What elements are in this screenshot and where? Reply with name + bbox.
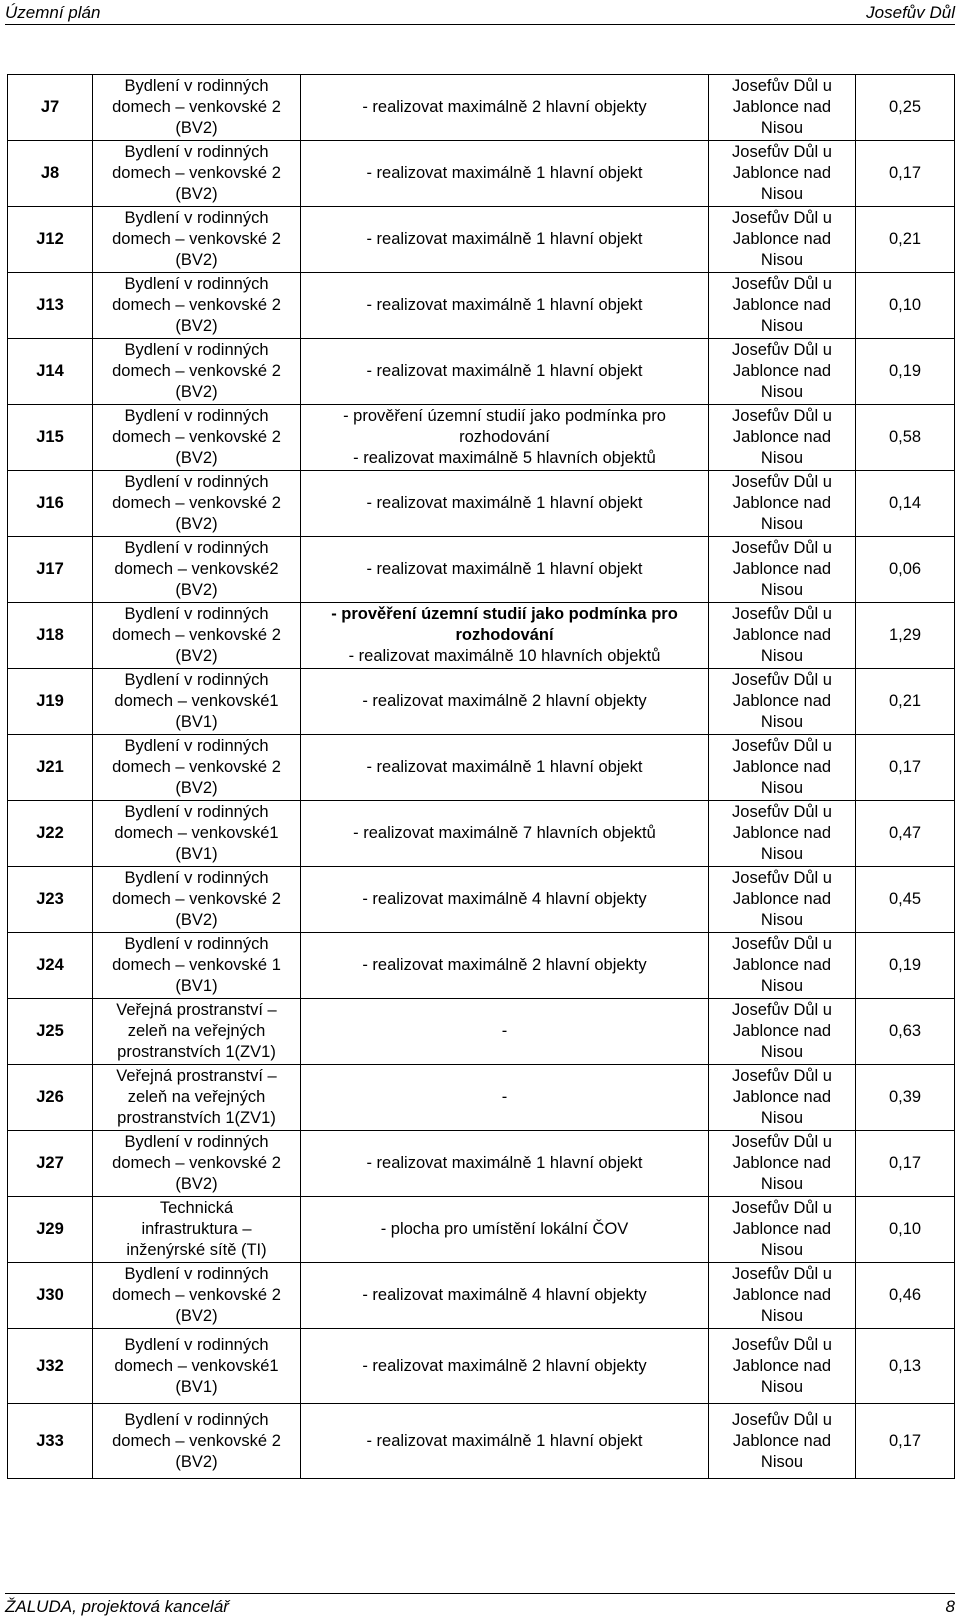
area-conditions: - realizovat maximálně 7 hlavních objektů: [301, 801, 709, 867]
area-use: Bydlení v rodinných domech – venkovské 2 (BV2): [93, 867, 301, 933]
area-cadastral: Josefův Důl u Jablonce nad Nisou: [709, 1329, 856, 1404]
area-id: J21: [8, 735, 93, 801]
area-use: Bydlení v rodinných domech – venkovské 1 (BV1): [93, 933, 301, 999]
area-size: 0,14: [856, 471, 955, 537]
area-use: Bydlení v rodinných domech – venkovské 2 (BV2): [93, 207, 301, 273]
area-size: 0,17: [856, 735, 955, 801]
area-conditions: - realizovat maximálně 4 hlavní objekty: [301, 1263, 709, 1329]
table-row: [8, 801, 955, 867]
area-conditions-normal: - realizovat maximálně 10 hlavních objektů: [348, 647, 661, 665]
table-row: [8, 933, 955, 999]
area-size: 0,21: [856, 669, 955, 735]
area-cadastral: Josefův Důl u Jablonce nad Nisou: [709, 471, 856, 537]
area-cadastral: Josefův Důl u Jablonce nad Nisou: [709, 933, 856, 999]
area-id: J13: [8, 273, 93, 339]
area-id: J8: [8, 141, 93, 207]
area-id: J16: [8, 471, 93, 537]
area-size: 0,06: [856, 537, 955, 603]
area-use: Bydlení v rodinných domech – venkovské 2 (BV2): [93, 75, 301, 141]
table-row: [8, 867, 955, 933]
area-use: Bydlení v rodinných domech – venkovské 2 (BV2): [93, 141, 301, 207]
area-use: Bydlení v rodinných domech – venkovské1 (BV1): [93, 801, 301, 867]
area-cadastral: Josefův Důl u Jablonce nad Nisou: [709, 207, 856, 273]
area-size: 0,10: [856, 273, 955, 339]
area-conditions: - realizovat maximálně 2 hlavní objekty: [301, 75, 709, 141]
area-use: Bydlení v rodinných domech – venkovské 2 (BV2): [93, 1263, 301, 1329]
area-size: 0,13: [856, 1329, 955, 1404]
area-cadastral: Josefův Důl u Jablonce nad Nisou: [709, 1197, 856, 1263]
area-cadastral: Josefův Důl u Jablonce nad Nisou: [709, 867, 856, 933]
area-use: Bydlení v rodinných domech – venkovské 2 (BV2): [93, 471, 301, 537]
table-row: [8, 207, 955, 273]
area-id: J7: [8, 75, 93, 141]
area-cadastral: Josefův Důl u Jablonce nad Nisou: [709, 339, 856, 405]
area-conditions: - realizovat maximálně 1 hlavní objekt: [301, 735, 709, 801]
area-conditions: - realizovat maximálně 1 hlavní objekt: [301, 207, 709, 273]
area-conditions: - realizovat maximálně 1 hlavní objekt: [301, 537, 709, 603]
area-use: Bydlení v rodinných domech – venkovské 2 (BV2): [93, 603, 301, 669]
area-id: J19: [8, 669, 93, 735]
area-cadastral: Josefův Důl u Jablonce nad Nisou: [709, 141, 856, 207]
area-conditions: -: [301, 1065, 709, 1131]
area-conditions: - realizovat maximálně 4 hlavní objekty: [301, 867, 709, 933]
areas-table-body: [8, 75, 955, 1479]
area-cadastral: Josefův Důl u Jablonce nad Nisou: [709, 1065, 856, 1131]
area-cadastral: Josefův Důl u Jablonce nad Nisou: [709, 603, 856, 669]
area-conditions: - realizovat maximálně 1 hlavní objekt: [301, 339, 709, 405]
area-conditions: - realizovat maximálně 1 hlavní objekt: [301, 1131, 709, 1197]
table-row: [8, 537, 955, 603]
table-row: [8, 1263, 955, 1329]
area-size: 0,19: [856, 339, 955, 405]
area-conditions: - prověření územní studií jako podmínka pro rozhodování - realizovat maximálně 5 hlavních objektů: [301, 405, 709, 471]
area-cadastral: Josefův Důl u Jablonce nad Nisou: [709, 801, 856, 867]
area-size: 0,21: [856, 207, 955, 273]
area-use: Bydlení v rodinných domech – venkovské1 (BV1): [93, 669, 301, 735]
area-size: 0,63: [856, 999, 955, 1065]
area-cadastral: Josefův Důl u Jablonce nad Nisou: [709, 669, 856, 735]
area-conditions: -: [301, 999, 709, 1065]
page-header: [5, 3, 955, 25]
area-id: J25: [8, 999, 93, 1065]
area-use: Bydlení v rodinných domech – venkovské 2 (BV2): [93, 735, 301, 801]
area-size: 0,58: [856, 405, 955, 471]
area-conditions: [301, 603, 709, 669]
table-row: [8, 1197, 955, 1263]
area-use: Bydlení v rodinných domech – venkovské 2 (BV2): [93, 273, 301, 339]
area-size: 1,29: [856, 603, 955, 669]
header-municipality: Josefův Důl: [866, 3, 955, 22]
header-title: Územní plán: [5, 3, 101, 22]
footer-company: ŽALUDA, projektová kancelář: [5, 1597, 229, 1616]
area-conditions: - plocha pro umístění lokální ČOV: [301, 1197, 709, 1263]
area-conditions: - realizovat maximálně 2 hlavní objekty: [301, 669, 709, 735]
area-cadastral: Josefův Důl u Jablonce nad Nisou: [709, 75, 856, 141]
area-use: Bydlení v rodinných domech – venkovské1 (BV1): [93, 1329, 301, 1404]
area-id: J23: [8, 867, 93, 933]
table-row: [8, 75, 955, 141]
area-use: Bydlení v rodinných domech – venkovské 2 (BV2): [93, 1404, 301, 1479]
area-id: J15: [8, 405, 93, 471]
area-use: Bydlení v rodinných domech – venkovské 2 (BV2): [93, 1131, 301, 1197]
area-size: 0,19: [856, 933, 955, 999]
areas-table: [7, 74, 955, 1479]
area-cadastral: Josefův Důl u Jablonce nad Nisou: [709, 405, 856, 471]
area-cadastral: Josefův Důl u Jablonce nad Nisou: [709, 735, 856, 801]
area-cadastral: Josefův Důl u Jablonce nad Nisou: [709, 1263, 856, 1329]
page-number: 8: [945, 1597, 955, 1616]
area-use: Bydlení v rodinných domech – venkovské2 (BV2): [93, 537, 301, 603]
area-conditions: - realizovat maximálně 1 hlavní objekt: [301, 141, 709, 207]
table-row: [8, 1131, 955, 1197]
table-row: [8, 141, 955, 207]
area-conditions: - realizovat maximálně 2 hlavní objekty: [301, 933, 709, 999]
area-size: 0,25: [856, 75, 955, 141]
area-size: 0,45: [856, 867, 955, 933]
table-row: [8, 471, 955, 537]
area-size: 0,46: [856, 1263, 955, 1329]
area-id: J29: [8, 1197, 93, 1263]
area-id: J18: [8, 603, 93, 669]
area-cadastral: Josefův Důl u Jablonce nad Nisou: [709, 273, 856, 339]
area-conditions-bold: - prověření územní studií jako podmínka pro rozhodování: [331, 605, 678, 644]
table-row: [8, 1065, 955, 1131]
header-divider: [5, 24, 955, 25]
area-id: J24: [8, 933, 93, 999]
area-conditions: - realizovat maximálně 2 hlavní objekty: [301, 1329, 709, 1404]
area-conditions: - realizovat maximálně 1 hlavní objekt: [301, 471, 709, 537]
area-id: J17: [8, 537, 93, 603]
area-id: J22: [8, 801, 93, 867]
area-conditions: - realizovat maximálně 1 hlavní objekt: [301, 273, 709, 339]
table-row: [8, 735, 955, 801]
table-row: [8, 405, 955, 471]
table-row: [8, 1404, 955, 1479]
area-use: Technická infrastruktura – inženýrské sítě (TI): [93, 1197, 301, 1263]
area-id: J27: [8, 1131, 93, 1197]
area-use: Veřejná prostranství – zeleň na veřejných prostranstvích 1(ZV1): [93, 1065, 301, 1131]
area-cadastral: Josefův Důl u Jablonce nad Nisou: [709, 1404, 856, 1479]
area-size: 0,17: [856, 1404, 955, 1479]
area-size: 0,17: [856, 1131, 955, 1197]
area-conditions: - realizovat maximálně 1 hlavní objekt: [301, 1404, 709, 1479]
area-id: J32: [8, 1329, 93, 1404]
area-cadastral: Josefův Důl u Jablonce nad Nisou: [709, 537, 856, 603]
area-use: Bydlení v rodinných domech – venkovské 2 (BV2): [93, 339, 301, 405]
table-row: [8, 669, 955, 735]
area-size: 0,17: [856, 141, 955, 207]
table-row: [8, 273, 955, 339]
table-row: [8, 339, 955, 405]
table-row: [8, 1329, 955, 1404]
area-size: 0,47: [856, 801, 955, 867]
area-size: 0,39: [856, 1065, 955, 1131]
footer-divider: [5, 1593, 955, 1594]
area-id: J33: [8, 1404, 93, 1479]
area-use: Bydlení v rodinných domech – venkovské 2 (BV2): [93, 405, 301, 471]
table-row: [8, 999, 955, 1065]
area-id: J12: [8, 207, 93, 273]
table-row: [8, 603, 955, 669]
area-cadastral: Josefův Důl u Jablonce nad Nisou: [709, 999, 856, 1065]
area-cadastral: Josefův Důl u Jablonce nad Nisou: [709, 1131, 856, 1197]
area-size: 0,10: [856, 1197, 955, 1263]
area-id: J14: [8, 339, 93, 405]
area-use: Veřejná prostranství – zeleň na veřejných prostranstvích 1(ZV1): [93, 999, 301, 1065]
area-id: J30: [8, 1263, 93, 1329]
area-id: J26: [8, 1065, 93, 1131]
